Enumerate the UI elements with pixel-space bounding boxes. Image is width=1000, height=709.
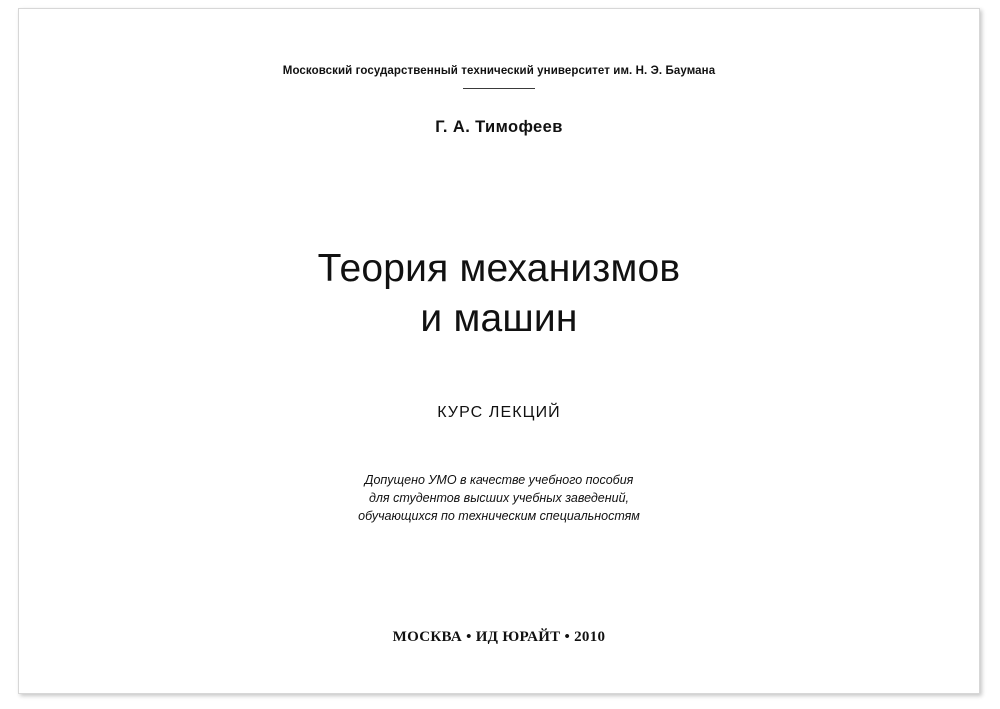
approval-line-2: для студентов высших учебных заведений,	[368, 491, 630, 506]
title-line-2: и машин	[420, 296, 578, 340]
document-page	[18, 8, 980, 694]
page-content	[19, 9, 979, 693]
publisher-university-line: Московский государственный технический университет им. Н. Э. Баумана	[282, 65, 716, 77]
title-line-1: Теория механизмов	[317, 247, 681, 290]
approval-line-1: Допущено УМО в качестве учебного пособия	[364, 473, 634, 487]
subtitle: КУРС ЛЕКЦИЙ	[437, 404, 561, 421]
page-title	[19, 244, 979, 344]
author-name: Г. А. Тимофеев	[435, 118, 563, 136]
approval-line-3: обучающихся по техническим специальностям	[358, 509, 640, 524]
imprint-line: МОСКВА • ИД ЮРАЙТ • 2010	[392, 629, 606, 645]
horizontal-rule	[463, 88, 535, 89]
approval-note	[19, 471, 979, 525]
